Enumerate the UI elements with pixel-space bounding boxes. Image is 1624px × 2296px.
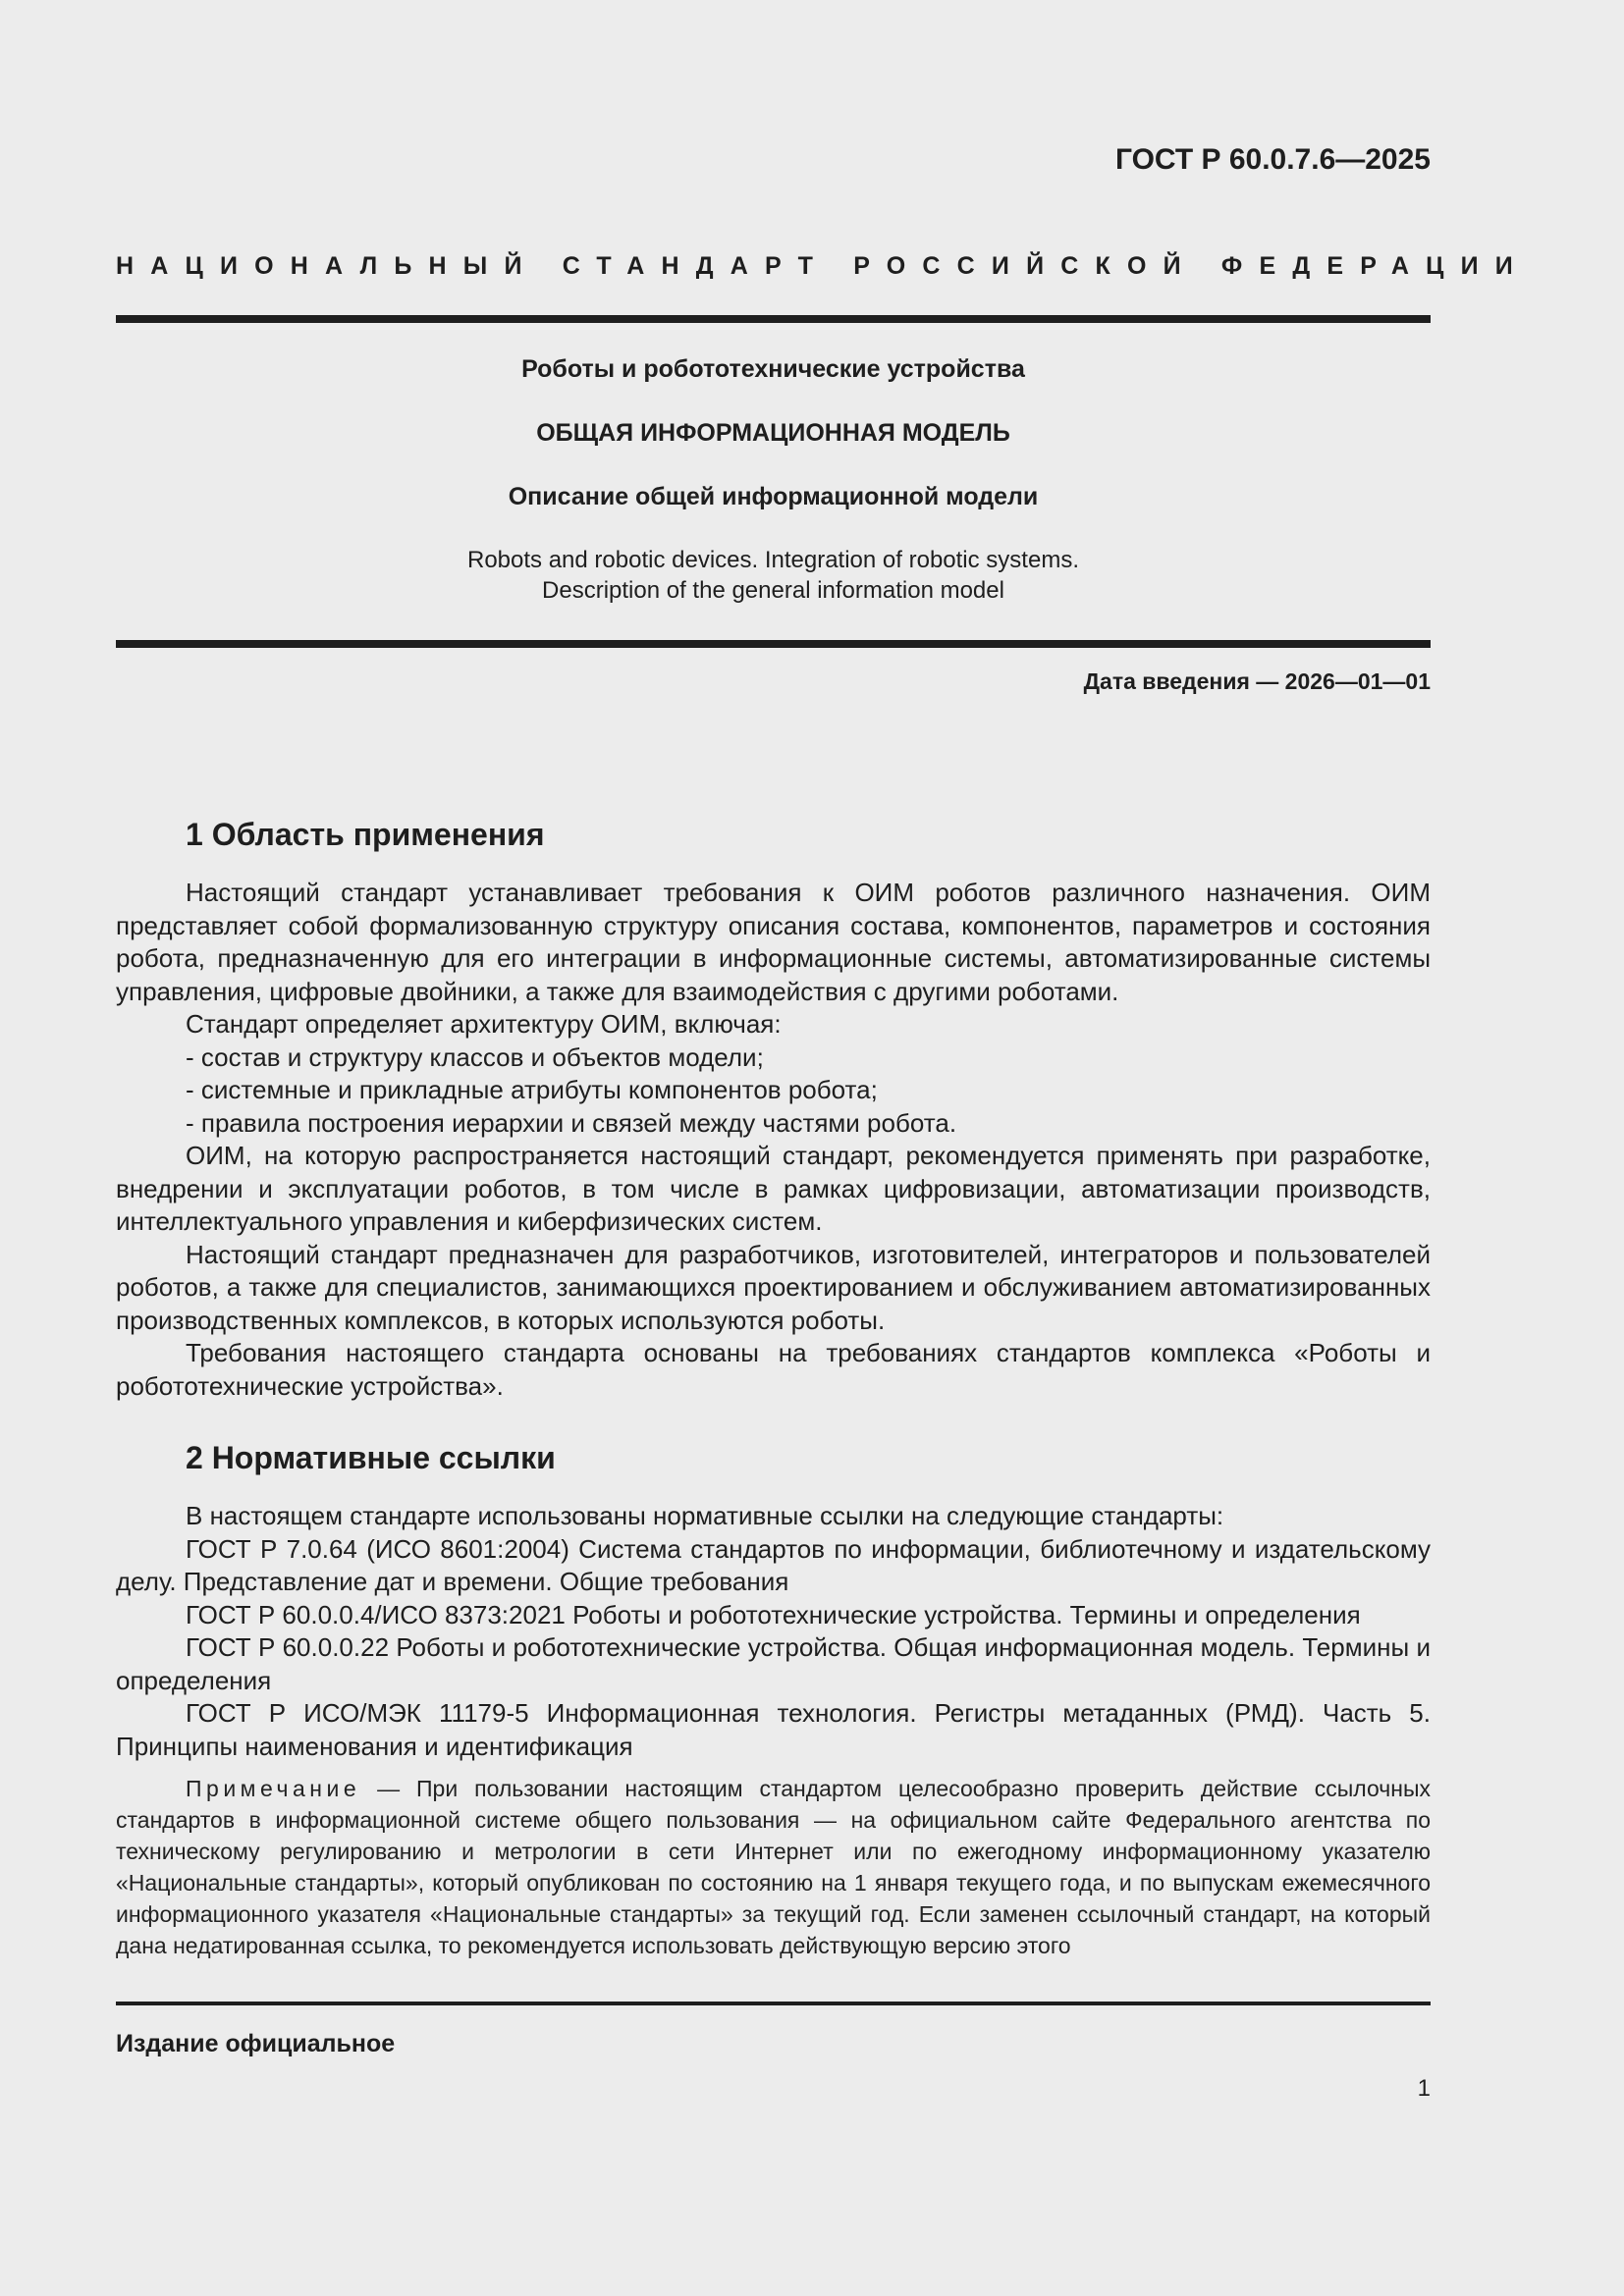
paragraph: ОИМ, на которую распространяется настоящий стандарт, рекомендуется применять при разработке, внедрении и эксплуатации роботов, в том числе в рамках цифровизации, автоматизации производств, интеллектуального управления и киберфизических систем. bbox=[116, 1141, 1431, 1236]
reference-item: ГОСТ Р 60.0.0.4/ИСО 8373:2021 Роботы и робототехнические устройства. Термины и определения bbox=[186, 1599, 1361, 1629]
paragraph: Требования настоящего стандарта основаны на требованиях стандартов комплекса «Роботы и робототехнические устройства». bbox=[116, 1338, 1431, 1401]
note-label: Примечание bbox=[186, 1776, 361, 1801]
document-code: ГОСТ Р 60.0.7.6—2025 bbox=[1114, 143, 1431, 176]
note-text: — При пользовании настоящим стандартом целесообразно проверить действие ссылочных стандартов в информационной системе общего пользования — на официальном сайте Федерального агентства по техническому регулированию и метрологии в сети Интернет или по ежегодному информационному указателю «Национальные стандарты», который опубликован по состоянию на 1 января текущего года, и по выпускам ежемесячного информационного указателя «Национальные стандарты» за текущий год. Если заменен ссылочный стандарт, на который дана недатированная ссылка, то рекомендуется использовать действующую версию этого bbox=[116, 1776, 1431, 1958]
reference-item: ГОСТ Р 7.0.64 (ИСО 8601:2004) Система стандартов по информации, библиотечному и издательскому делу. Представление дат и времени. Общие требования bbox=[116, 1533, 1431, 1596]
note bbox=[116, 1773, 1431, 1961]
english-title bbox=[116, 545, 1431, 606]
footer-divider bbox=[116, 2002, 1431, 2005]
title-line-1: Роботы и робототехнические устройства bbox=[521, 355, 1025, 383]
section-1-body bbox=[116, 877, 1431, 1403]
national-standard-heading: НАЦИОНАЛЬНЫЙ СТАНДАРТ РОССИЙСКОЙ ФЕДЕРАЦИИ bbox=[116, 252, 1530, 280]
english-title-line-1: Robots and robotic devices. Integration of robotic systems. bbox=[467, 547, 1079, 573]
section-1-heading: 1 Область применения bbox=[186, 817, 545, 852]
list-item: - системные и прикладные атрибуты компонентов робота; bbox=[186, 1075, 878, 1104]
paragraph: В настоящем стандарте использованы нормативные ссылки на следующие стандарты: bbox=[186, 1501, 1224, 1530]
paragraph: Настоящий стандарт предназначен для разработчиков, изготовителей, интеграторов и пользователей роботов, а также для специалистов, занимающихся проектированием и обслуживанием автоматизированных производственных комплексов, в которых используются роботы. bbox=[116, 1239, 1431, 1335]
list-item: - состав и структуру классов и объектов модели; bbox=[186, 1041, 764, 1072]
edition-label: Издание официальное bbox=[116, 2030, 396, 2057]
section-2-heading: 2 Нормативные ссылки bbox=[186, 1440, 556, 1475]
section-2-body bbox=[116, 1500, 1431, 1763]
title-line-2: ОБЩАЯ ИНФОРМАЦИОННАЯ МОДЕЛЬ bbox=[536, 419, 1010, 447]
reference-item: ГОСТ Р 60.0.0.22 Роботы и робототехнические устройства. Общая информационная модель. Термины и определения bbox=[116, 1632, 1431, 1695]
title-line-3: Описание общей информационной модели bbox=[508, 483, 1039, 510]
top-divider bbox=[116, 315, 1431, 323]
english-title-line-2: Description of the general information model bbox=[542, 577, 1004, 604]
paragraph: Стандарт определяет архитектуру ОИМ, включая: bbox=[186, 1009, 782, 1039]
page-number: 1 bbox=[1417, 2075, 1431, 2102]
introduction-date: Дата введения — 2026—01—01 bbox=[1083, 668, 1431, 694]
reference-item: ГОСТ Р ИСО/МЭК 11179-5 Информационная технология. Регистры метаданных (РМД). Часть 5. Принципы наименования и идентификация bbox=[116, 1698, 1431, 1761]
title-divider bbox=[116, 640, 1431, 648]
list-item: - правила построения иерархии и связей между частями робота. bbox=[186, 1107, 957, 1138]
paragraph: Настоящий стандарт устанавливает требования к ОИМ роботов различного назначения. ОИМ представляет собой формализованную структуру описания состава, компонентов, параметров и состояния робота, предназначенную для его интеграции в информационные системы, автоматизированные системы управления, цифровые двойники, а также для взаимодействия с другими роботами. bbox=[116, 878, 1431, 1006]
